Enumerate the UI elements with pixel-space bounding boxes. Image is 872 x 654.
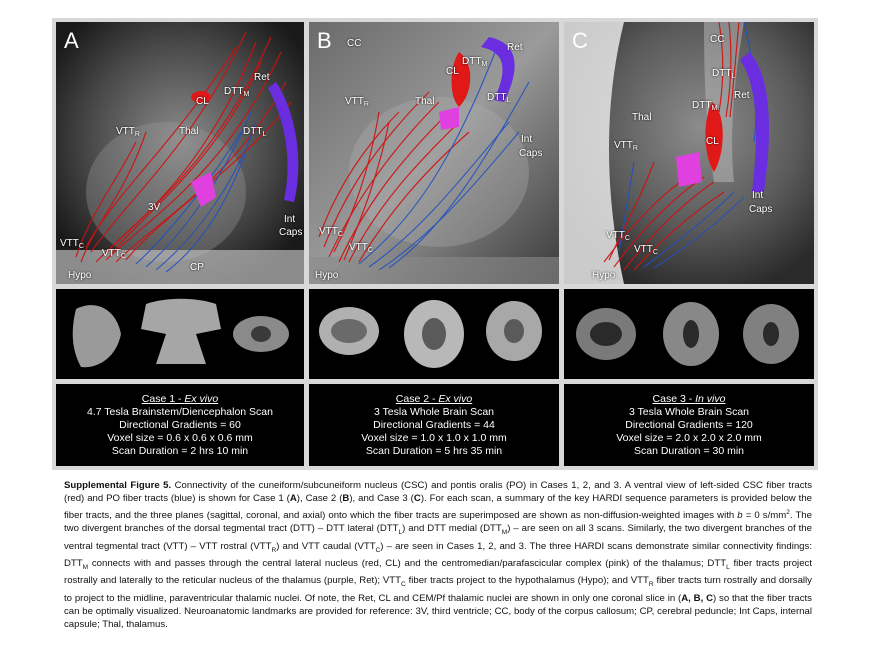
label-cl: CL [196, 96, 209, 107]
label-dtt-m: $DTT_M$ [224, 86, 250, 98]
panel-c-tractography [564, 22, 814, 284]
panel-a-tractography [56, 22, 304, 284]
label-vtt-c-center: $VTT_C$ [634, 244, 658, 256]
case-2-duration: Scan Duration = 5 hrs 35 min [365, 445, 503, 457]
label-cl: CL [446, 66, 459, 77]
caption-title: Supplemental Figure 5. [64, 480, 172, 491]
label-thal: Thal [179, 126, 199, 137]
case-1-planes-image [56, 289, 304, 379]
label-vtt-c-left: $VTT_C$ [606, 230, 630, 242]
case-2-planes-image [309, 289, 559, 379]
label-dtt-m: $DTT_M$ [462, 56, 488, 68]
label-dtt-l: $DTT_L$ [243, 126, 267, 138]
label-hypo: Hypo [592, 270, 616, 281]
label-cp: CP [190, 262, 204, 273]
case-3-planes-image [564, 289, 814, 379]
label-int: Int [521, 134, 533, 145]
figure-caption: Supplemental Figure 5. Connectivity of the cuneiform/subcuneiform nucleus (CSC) and pontis oralis (PO) in Cases 1, 2, and 3. A ventral view of left-sided CSC fiber tracts (red) and PO fiber tracts (blue) is shown for Case 1 (A), Case 2 (B), and Case 3 (C). For each scan, a summary of the key HARDI sequence parameters is provided below the fiber tracts, and the three planes (sagittal, coronal, and axial) onto which the fiber tracts are superimposed are shown as non-diffusion-weighted images with b = 0 $s/mm^2$. The two divergent branches of the dorsal tegmental tract (DTT) – DTT lateral $(DTT_L)$ and DTT medial $(DTT_M)$ – are seen on all 3 scans. Similarly, the two divergent branches of the ventral tegmental tract (VTT) – VTT rostral $(VTT_R)$ and VTT caudal $(VTT_C)$ – are seen in Cases 1, 2, and 3. The three HARDI scans demonstrate similar connectivity findings: $DTT_M$ connects with and passes through the central lateral nucleus (red, CL) and the centromedian/parafascicular complex (pink) of the thalamus; $DTT_L$ fiber tracts project rostrally and laterally to the reticular nucleus of the thalamus (purple, Ret); $VTT_C$ fiber tracts project to the hypothalamus (Hypo); and $VTT_R$ fiber tracts turn rostrally and dorsally to project to the midline, paraventricular thalamic nuclei. Of note, the Ret, CL and CEM/Pf thalamic nuclei are shown in only one coronal slice in (A, B, C) so that the fiber tracts can be optimally visualized. Neuroanatomic landmarks are provided for reference: 3V, third ventricle; CC, body of the corpus callosum; CP, cerebral peduncle; Int Caps, internal capsule; Thal, thalamus. [64, 480, 813, 631]
label-vtt-c-center: $VTT_C$ [349, 242, 373, 254]
label-dtt-l: $DTT_L$ [487, 92, 511, 104]
panel-a-image [56, 22, 304, 284]
label-thal: Thal [632, 112, 652, 123]
label-3v: 3V [148, 202, 161, 213]
case-3-title: Case 3 - In vivo [652, 393, 726, 405]
label-ret: Ret [254, 72, 270, 83]
case-1-duration: Scan Duration = 2 hrs 10 min [111, 445, 249, 457]
case-2-title: Case 2 - Ex vivo [395, 393, 473, 405]
panel-b-tractography [309, 22, 559, 284]
label-ret: Ret [507, 42, 523, 53]
label-caps: Caps [749, 204, 773, 215]
label-caps: Caps [519, 148, 543, 159]
label-int: Int [284, 214, 296, 225]
label-cl: CL [706, 136, 719, 147]
supplemental-figure [52, 18, 818, 470]
case-1-scanner: 4.7 Tesla Brainstem/Diencephalon Scan [86, 406, 273, 418]
case-1-voxel: Voxel size = 0.6 x 0.6 x 0.6 mm [107, 432, 253, 444]
case-1-gradients: Directional Gradients = 60 [119, 419, 241, 431]
label-dtt-m: $DTT_M$ [692, 100, 718, 112]
case-1-info [56, 384, 304, 466]
label-ret: Ret [734, 90, 750, 101]
label-vtt-c-left: $VTT_C$ [319, 226, 343, 238]
label-vtt-c-center: $VTT_C$ [102, 248, 126, 260]
case-3-voxel: Voxel size = 2.0 x 2.0 x 2.0 mm [616, 432, 762, 444]
case-2-gradients: Directional Gradients = 44 [373, 419, 495, 431]
label-dtt-l: $DTT_L$ [712, 68, 736, 80]
case-2-info [309, 384, 559, 466]
case-1-title: Case 1 - Ex vivo [141, 393, 219, 405]
case-2-planes [309, 289, 559, 379]
panel-c-image [564, 22, 814, 284]
case-3-planes [564, 289, 814, 379]
case-3-scanner: 3 Tesla Whole Brain Scan [628, 406, 750, 418]
label-vtt-r: $VTT_R$ [614, 140, 638, 152]
case-3-gradients: Directional Gradients = 120 [625, 419, 753, 431]
case-3-duration: Scan Duration = 30 min [633, 445, 745, 457]
case-1-planes [56, 289, 304, 379]
label-vtt-r: $VTT_R$ [345, 96, 369, 108]
case-2-voxel: Voxel size = 1.0 x 1.0 x 1.0 mm [361, 432, 507, 444]
label-hypo: Hypo [315, 270, 339, 281]
label-cc: CC [347, 38, 362, 49]
panel-a-letter: A [64, 28, 79, 53]
case-3-info [564, 384, 814, 466]
label-cc: CC [710, 34, 725, 45]
label-vtt-c-left: $VTT_C$ [60, 238, 84, 250]
panel-c-letter: C [572, 28, 588, 53]
case-2-scanner: 3 Tesla Whole Brain Scan [373, 406, 495, 418]
label-int: Int [752, 190, 764, 201]
label-thal: Thal [415, 96, 435, 107]
label-caps: Caps [279, 227, 303, 238]
panel-b-letter: B [317, 28, 332, 53]
label-vtt-r: $VTT_R$ [116, 126, 140, 138]
label-hypo: Hypo [68, 270, 92, 281]
